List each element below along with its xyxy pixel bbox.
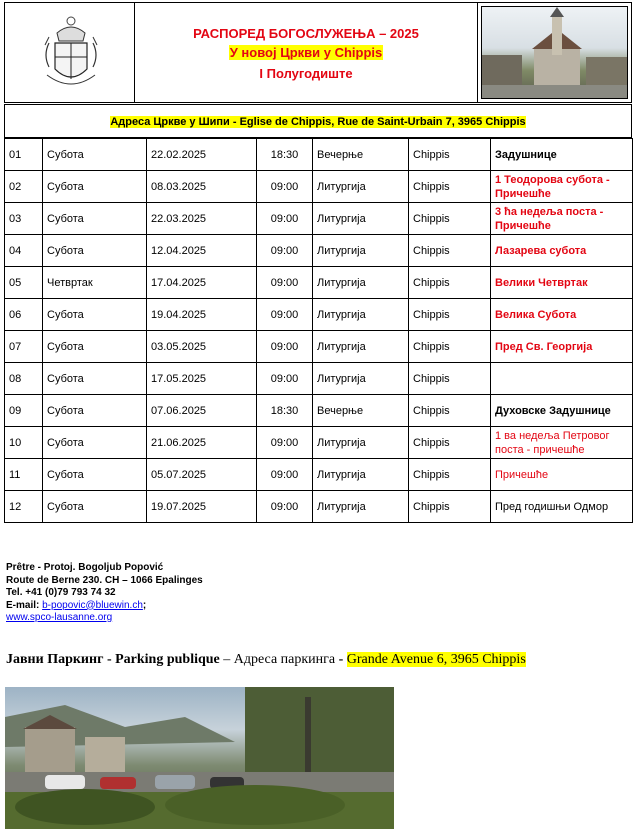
- table-row: [5, 203, 633, 235]
- row-day: Субота: [43, 395, 147, 427]
- row-event: 3 ћа недеља поста - Причешће: [491, 203, 633, 235]
- row-day: Субота: [43, 331, 147, 363]
- row-place: Chippis: [409, 459, 491, 491]
- row-time: 09:00: [257, 267, 313, 299]
- email-label: E-mail:: [6, 599, 43, 611]
- row-time: 09:00: [257, 235, 313, 267]
- row-day: Субота: [43, 139, 147, 171]
- row-day: Субота: [43, 427, 147, 459]
- row-service: Вечерње: [313, 139, 409, 171]
- row-event: Велики Четвртак: [491, 267, 633, 299]
- priest-address: Route de Berne 230. CH – 1066 Epalinges: [6, 574, 203, 586]
- coat-of-arms-icon: [39, 15, 103, 93]
- row-service: Литургија: [313, 235, 409, 267]
- table-row: [5, 491, 633, 523]
- row-event: Велика Субота: [491, 299, 633, 331]
- schedule-table: [4, 138, 633, 523]
- email-link[interactable]: b-popovic@bluewin.ch: [42, 599, 143, 611]
- row-time: 09:00: [257, 363, 313, 395]
- row-day: Четвртак: [43, 267, 147, 299]
- row-place: Chippis: [409, 331, 491, 363]
- row-event: Пред годишњи Одмор: [491, 491, 633, 523]
- row-event: 1 Теодорова субота - Причешће: [491, 171, 633, 203]
- row-event: Причешће: [491, 459, 633, 491]
- row-date: 17.05.2025: [147, 363, 257, 395]
- row-date: 07.06.2025: [147, 395, 257, 427]
- row-service: Литургија: [313, 427, 409, 459]
- row-place: Chippis: [409, 139, 491, 171]
- row-place: Chippis: [409, 171, 491, 203]
- row-date: 22.02.2025: [147, 139, 257, 171]
- parking-label-sr: Јавни Паркинг: [6, 652, 104, 667]
- row-number: 07: [5, 331, 43, 363]
- row-time: 18:30: [257, 139, 313, 171]
- row-date: 03.05.2025: [147, 331, 257, 363]
- parking-separator: -: [103, 652, 116, 667]
- row-time: 09:00: [257, 299, 313, 331]
- table-row: [5, 267, 633, 299]
- parking-dash: -: [338, 652, 347, 667]
- table-row: [5, 395, 633, 427]
- row-place: Chippis: [409, 363, 491, 395]
- priest-phone: Tel. +41 (0)79 793 74 32: [6, 587, 116, 598]
- row-service: Литургија: [313, 363, 409, 395]
- row-day: Субота: [43, 491, 147, 523]
- schedule-period: I Полугодиште: [259, 66, 353, 81]
- priest-email-line: [6, 600, 203, 613]
- row-event: 1 ва недеља Петровог поста - причешће: [491, 427, 633, 459]
- row-number: 11: [5, 459, 43, 491]
- schedule-title: РАСПОРЕД БОГОСЛУЖЕЊА – 2025: [193, 26, 419, 41]
- row-event: [491, 363, 633, 395]
- table-row: [5, 171, 633, 203]
- row-number: 09: [5, 395, 43, 427]
- row-place: Chippis: [409, 299, 491, 331]
- row-service: Вечерње: [313, 395, 409, 427]
- row-date: 08.03.2025: [147, 171, 257, 203]
- row-day: Субота: [43, 459, 147, 491]
- row-service: Литургија: [313, 491, 409, 523]
- row-service: Литургија: [313, 299, 409, 331]
- row-number: 10: [5, 427, 43, 459]
- row-number: 05: [5, 267, 43, 299]
- row-place: Chippis: [409, 203, 491, 235]
- row-date: 17.04.2025: [147, 267, 257, 299]
- row-time: 09:00: [257, 171, 313, 203]
- row-service: Литургија: [313, 203, 409, 235]
- table-row: [5, 427, 633, 459]
- row-event: Духовске Задушнице: [491, 395, 633, 427]
- row-place: Chippis: [409, 427, 491, 459]
- row-event: Пред Св. Георгија: [491, 331, 633, 363]
- row-day: Субота: [43, 235, 147, 267]
- row-day: Субота: [43, 299, 147, 331]
- row-day: Субота: [43, 171, 147, 203]
- row-date: 19.07.2025: [147, 491, 257, 523]
- email-suffix: ;: [142, 599, 147, 611]
- parking-label-fr: Parking publique: [115, 652, 220, 667]
- website-link[interactable]: www.spco-lausanne.org: [6, 612, 113, 623]
- row-time: 18:30: [257, 395, 313, 427]
- parking-line: [6, 652, 526, 668]
- row-time: 09:00: [257, 491, 313, 523]
- schedule-subtitle: У новој Цркви у Chippis: [229, 45, 383, 60]
- title-cell: [135, 3, 477, 102]
- table-row: [5, 363, 633, 395]
- row-service: Литургија: [313, 331, 409, 363]
- row-service: Литургија: [313, 267, 409, 299]
- row-date: 21.06.2025: [147, 427, 257, 459]
- row-event: Задушнице: [491, 139, 633, 171]
- parking-photo: [5, 687, 394, 829]
- table-row: [5, 331, 633, 363]
- row-number: 03: [5, 203, 43, 235]
- priest-name: Prêtre - Protoj. Bogoljub Popović: [6, 562, 164, 573]
- table-row: [5, 459, 633, 491]
- church-address-box: [4, 104, 632, 138]
- row-service: Литургија: [313, 171, 409, 203]
- church-photo: [481, 6, 628, 99]
- row-number: 01: [5, 139, 43, 171]
- row-date: 22.03.2025: [147, 203, 257, 235]
- row-number: 02: [5, 171, 43, 203]
- row-place: Chippis: [409, 235, 491, 267]
- row-event: Лазарева субота: [491, 235, 633, 267]
- row-time: 09:00: [257, 203, 313, 235]
- row-service: Литургија: [313, 459, 409, 491]
- row-date: 05.07.2025: [147, 459, 257, 491]
- coat-of-arms-cell: [5, 3, 135, 102]
- church-address: Адреса Цркве у Шипи - Eglise de Chippis, Rue de Saint-Urbain 7, 3965 Chippis: [110, 116, 526, 128]
- row-number: 08: [5, 363, 43, 395]
- row-day: Субота: [43, 363, 147, 395]
- row-time: 09:00: [257, 427, 313, 459]
- row-place: Chippis: [409, 395, 491, 427]
- table-row: [5, 299, 633, 331]
- row-place: Chippis: [409, 267, 491, 299]
- row-number: 06: [5, 299, 43, 331]
- parking-address-label: – Адреса паркинга: [219, 652, 339, 667]
- row-time: 09:00: [257, 459, 313, 491]
- church-photo-cell: [477, 3, 631, 102]
- parking-address: Grande Avenue 6, 3965 Chippis: [346, 652, 526, 667]
- table-row: [5, 235, 633, 267]
- row-date: 12.04.2025: [147, 235, 257, 267]
- row-number: 12: [5, 491, 43, 523]
- row-date: 19.04.2025: [147, 299, 257, 331]
- row-number: 04: [5, 235, 43, 267]
- row-place: Chippis: [409, 491, 491, 523]
- row-time: 09:00: [257, 331, 313, 363]
- contact-block: [6, 562, 203, 625]
- row-day: Субота: [43, 203, 147, 235]
- header-box: [4, 2, 632, 103]
- table-row: [5, 139, 633, 171]
